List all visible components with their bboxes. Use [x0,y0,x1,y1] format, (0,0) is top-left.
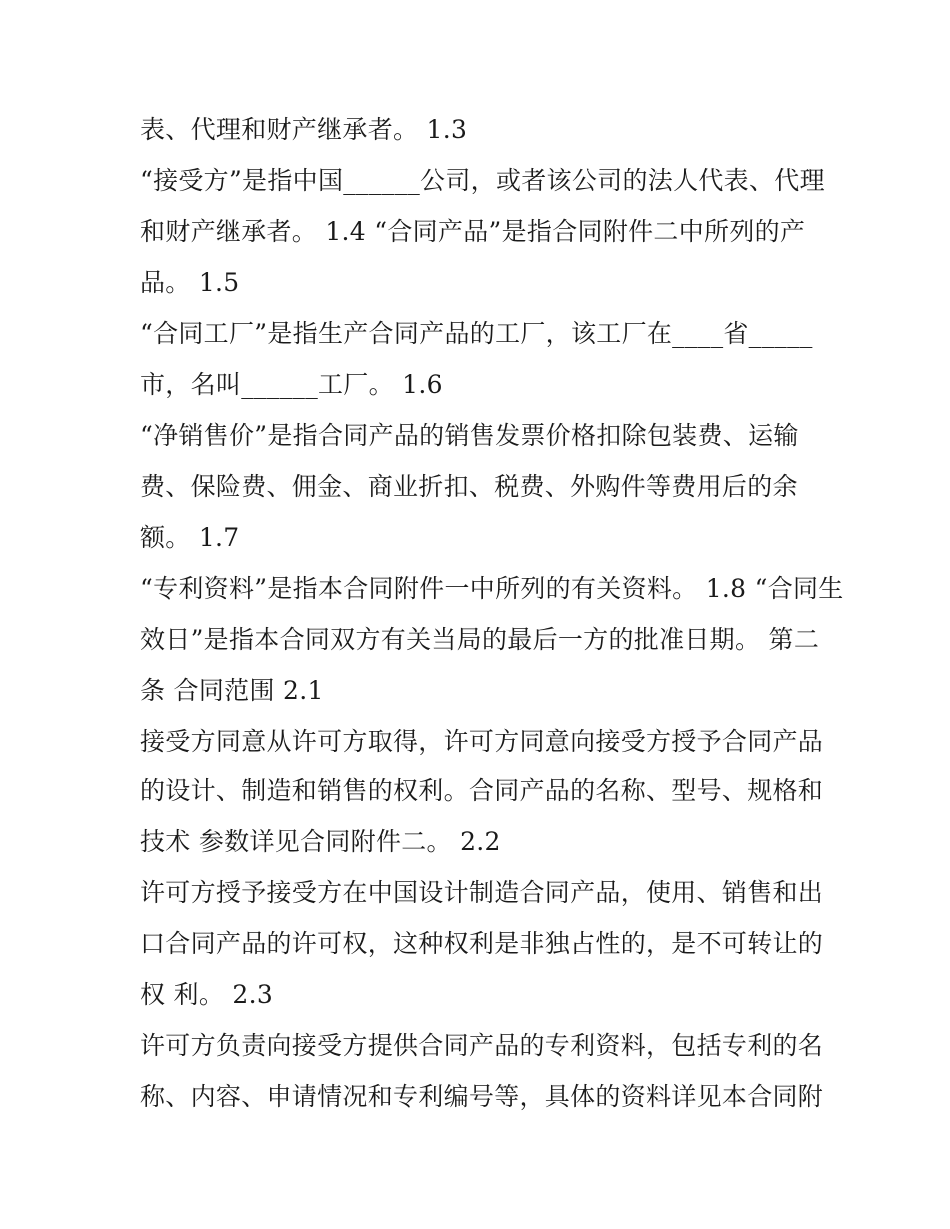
text-line: 接受方同意从许可方取得，许可方同意向接受方授予合同产品 [140,727,824,756]
text-line: 费、保险费、佣金、商业折扣、税费、外购件等费用后的余 [140,472,798,501]
text-line: “专利资料”是指本合同附件一中所列的有关资料。 1.8 “合同生 [140,574,844,603]
text-line: 技术 参数详见合同附件二。 2.2 [140,827,501,856]
text-line: “接受方”是指中国______公司，或者该公司的法人代表、代理 [140,166,825,195]
text-line: 和财产继承者。 1.4 “合同产品”是指合同附件二中所列的产 [140,217,806,246]
text-line: 表、代理和财产继承者。 1.3 [140,115,468,144]
text-line: 许可方负责向接受方提供合同产品的专利资料，包括专利的名 [140,1031,824,1060]
text-line: 条 合同范围 2.1 [140,676,324,705]
text-line: 权 利。 2.3 [140,980,274,1009]
text-line: 效日”是指本合同双方有关当局的最后一方的批准日期。 第二 [140,625,820,654]
text-line: 品。 1.5 [140,268,240,297]
text-line: “合同工厂”是指生产合同产品的工厂，该工厂在____省_____ [140,319,813,348]
text-line: 额。 1.7 [140,523,240,552]
text-line: 的设计、制造和销售的权利。合同产品的名称、型号、规格和 [140,776,824,805]
text-line: 称、内容、申请情况和专利编号等，具体的资料详见本合同附 [140,1082,824,1111]
text-line: 口合同产品的许可权，这种权利是非独占性的，是不可转让的 [140,929,824,958]
text-line: 许可方授予接受方在中国设计制造合同产品，使用、销售和出 [140,878,824,907]
text-line: 市，名叫______工厂。 1.6 [140,370,443,399]
text-line: “净销售价”是指合同产品的销售发票价格扣除包装费、运输 [140,421,799,450]
